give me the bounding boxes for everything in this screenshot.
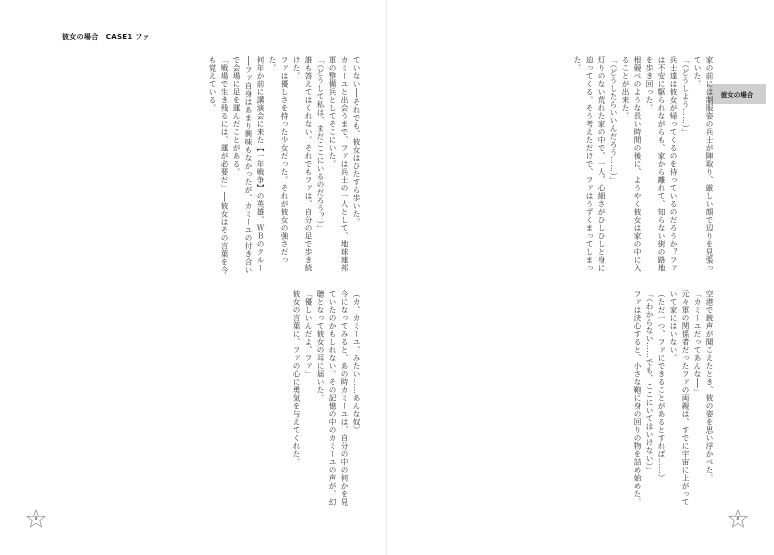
side-tab: 彼女の場合	[708, 84, 766, 104]
paragraph: カミーユと出会うまで、ファは兵士の一人として、地球連邦軍の整備兵としてそこにいた。	[328, 56, 349, 272]
paragraph: 「（どうして私は、まだここにいるのだろう？）」	[316, 56, 325, 233]
right-lower-tier	[415, 290, 715, 512]
paragraph: 彼女の言葉に、ファの心に勇気を与えてくれた。	[292, 290, 301, 466]
paragraph: 灯りのない荒れた家の中で、一人、心細さがひしひしと身に迫ってくる。そう考えただけで、ファはうずくまってしまった。	[573, 56, 606, 272]
paragraph: 「（わからない……でも、ここにいてはいけない）」	[645, 290, 654, 475]
left-lower-tier	[62, 290, 362, 512]
paragraph: 家の前には制服姿の兵士が陣取り、厳しい顔で辺りを見張っていた。	[693, 56, 714, 272]
paragraph: 根競べのような長い時間の後に、ようやく彼女は家の中に入ることが出来た。	[621, 56, 642, 272]
paragraph: 誰も答えてはくれない。それでもファは、自分の足で歩き続けた。	[292, 56, 313, 272]
paragraph: 「（どうしよう……）」	[681, 56, 690, 137]
page-number	[728, 509, 748, 529]
paragraph: （ただ一つ、ファにできることがあるとすれば……）	[657, 290, 666, 482]
right-upper-tier	[415, 56, 715, 278]
paragraph: 何年か前に講演会に来た【一年戦争】の英雄、ＷＢのクルー──ファ自身はあまり興味もなかったが、カミーユの付き合いで会場に足を運んだことがある。	[232, 56, 265, 274]
page-number	[26, 509, 46, 529]
paragraph: 「（どうしたらいいんだろう……）」	[609, 56, 618, 185]
paragraph: （カ、カミーユ、みたい……あんな奴）	[352, 290, 361, 434]
paragraph: 空港で銃声が聞こえたとき、彼の姿を思い浮かべた。	[705, 290, 714, 482]
paragraph: ファは決心すると、小さな鞄に身の回りの物を詰め始めた。	[633, 290, 642, 506]
left-upper-tier	[62, 56, 362, 278]
paragraph: 「戦場で生き残るには、運が必要だ」──彼女はその言葉を今も覚えている。	[208, 56, 229, 274]
paragraph: 今になってみると、あの時カミーユは、自分の中の何かを見ていたのかもしれない。その記憶の中のカミーユの声が、幻聴となって彼女の耳に届いた。	[316, 290, 349, 506]
paragraph: ていない──それでも、彼女はひたすら歩いた。	[352, 56, 361, 226]
page-number-label: 9	[34, 516, 38, 522]
paragraph: 兵士達は彼女が帰ってくるのを待っているのだろうか？ファは不安に駆られながらも、家から離れて、知らない街の路地を歩き回った。	[645, 56, 678, 272]
paragraph: 元々軍の関係者だったファの両親は、すでに宇宙に上がっていて家にはいない。	[669, 290, 690, 506]
right-page	[387, 0, 774, 555]
page-number-label: 8	[736, 516, 740, 522]
paragraph: 「カミーユだってあんな──」	[693, 290, 702, 396]
paragraph: ファは優しさを持った少女だった。それが彼女の強さだった。	[268, 56, 289, 264]
running-title: 彼女の場合 CASE1 ファ	[62, 33, 150, 41]
paragraph: 「優しいんだよ、ファ」	[304, 290, 313, 378]
